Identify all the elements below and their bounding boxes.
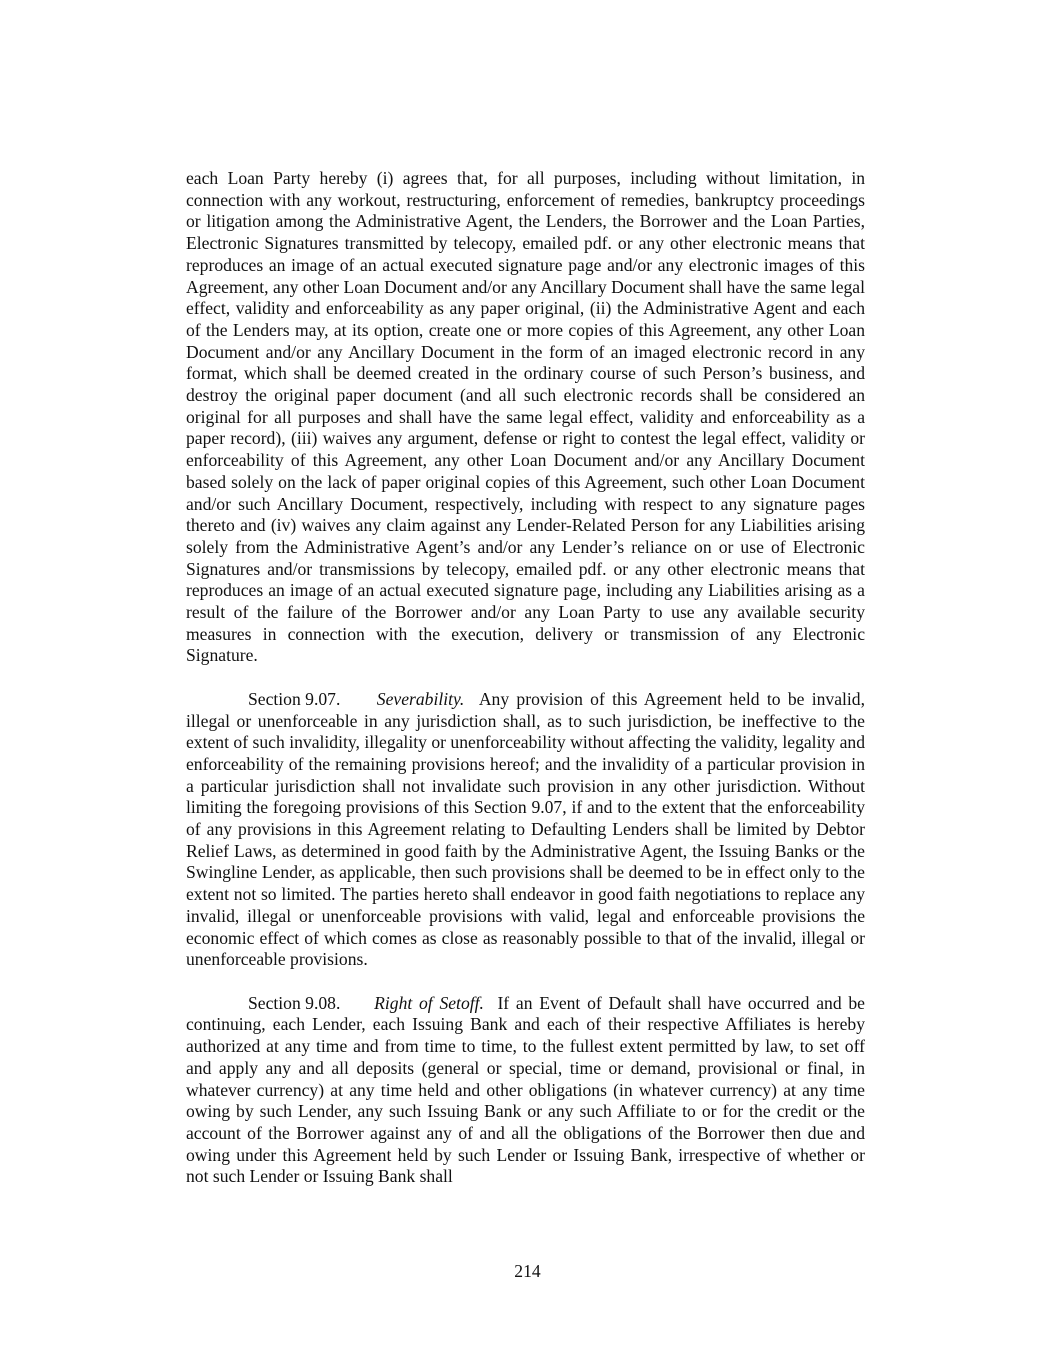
page-number: 214 <box>514 1261 541 1281</box>
section-9-07-paragraph <box>186 689 865 971</box>
section-body: If an Event of Default shall have occurred and be continuing, each Lender, each Issuing Bank and each of their respective Affiliates is hereby authorized at any time and from time to time, to the fullest extent permitted by law, to set off and apply any and all deposits (general or special, time or demand, provisional or final, in whatever currency) at any time held and other obligations (in whatever currency) at any time owing by such Lender, any such Issuing Bank or any such Affiliate to or for the credit or the account of the Borrower against any of and all the obligations of the Borrower then due and owing under this Agreement held by such Lender or Issuing Bank, irrespective of whether or not such Lender or Issuing Bank shall <box>186 992 865 1187</box>
section-title: Right of Setoff. <box>374 992 484 1013</box>
section-title: Severability. <box>376 688 465 709</box>
section-body: Any provision of this Agreement held to be invalid, illegal or unenforceable in any jurisdiction shall, as to such jurisdiction, be ineffective to the extent of such invalidity, illegality or unenforceability without affecting the validity, legality and enforceability of the remaining provisions hereof; and the invalidity of a particular provision in a particular jurisdiction shall not invalidate such provision in any other jurisdiction. Without limiting the foregoing provisions of this Section 9.07, if and to the extent that the enforceability of any provisions in this Agreement relating to Defaulting Lenders shall be limited by Debtor Relief Laws, as determined in good faith by the Administrative Agent, the Issuing Banks or the Swingline Lender, as applicable, then such provisions shall be deemed to be in effect only to the extent not so limited. The parties hereto shall endeavor in good faith negotiations to replace any invalid, illegal or unenforceable provisions with valid, legal and enforceable provisions the economic effect of which comes as close as reasonably possible to that of the invalid, illegal or unenforceable provisions. <box>186 688 865 970</box>
section-9-08-paragraph <box>186 993 865 1188</box>
section-number: Section 9.08. <box>248 992 341 1013</box>
section-number: Section 9.07. <box>248 688 341 709</box>
continued-paragraph: each Loan Party hereby (i) agrees that, for all purposes, including without limitation, in connection with any workout, restructuring, enforcement of remedies, bankruptcy proceedings or litigation among the Administrative Agent, the Lenders, the Borrower and the Loan Parties, Electronic Signatures transmitted by telecopy, emailed pdf. or any other electronic means that reproduces an image of an actual executed signature page and/or any electronic images of this Agreement, any other Loan Document and/or any Ancillary Document shall have the same legal effect, validity and enforceability as any paper original, (ii) the Administrative Agent and each of the Lenders may, at its option, create one or more copies of this Agreement, any other Loan Document and/or any Ancillary Document in the form of an imaged electronic record in any format, which shall be deemed created in the ordinary course of such Person’s business, and destroy the original paper document (and all such electronic records shall be considered an original for all purposes and shall have the same legal effect, validity and enforceability as a paper record), (iii) waives any argument, defense or right to contest the legal effect, validity or enforceability of this Agreement, any other Loan Document and/or any Ancillary Document based solely on the lack of paper original copies of this Agreement, such other Loan Document and/or such Ancillary Document, respectively, including with respect to any signature pages thereto and (iv) waives any claim against any Lender-Related Person for any Liabilities arising solely from the Administrative Agent’s and/or any Lender’s reliance on or use of Electronic Signatures and/or transmissions by telecopy, emailed pdf. or any other electronic means that reproduces an image of an actual executed signature page, including any Liabilities arising as a result of the failure of the Borrower and/or any Loan Party to use any available security measures in connection with the execution, delivery or transmission of any Electronic Signature. <box>186 168 865 666</box>
document-page <box>186 168 865 1188</box>
